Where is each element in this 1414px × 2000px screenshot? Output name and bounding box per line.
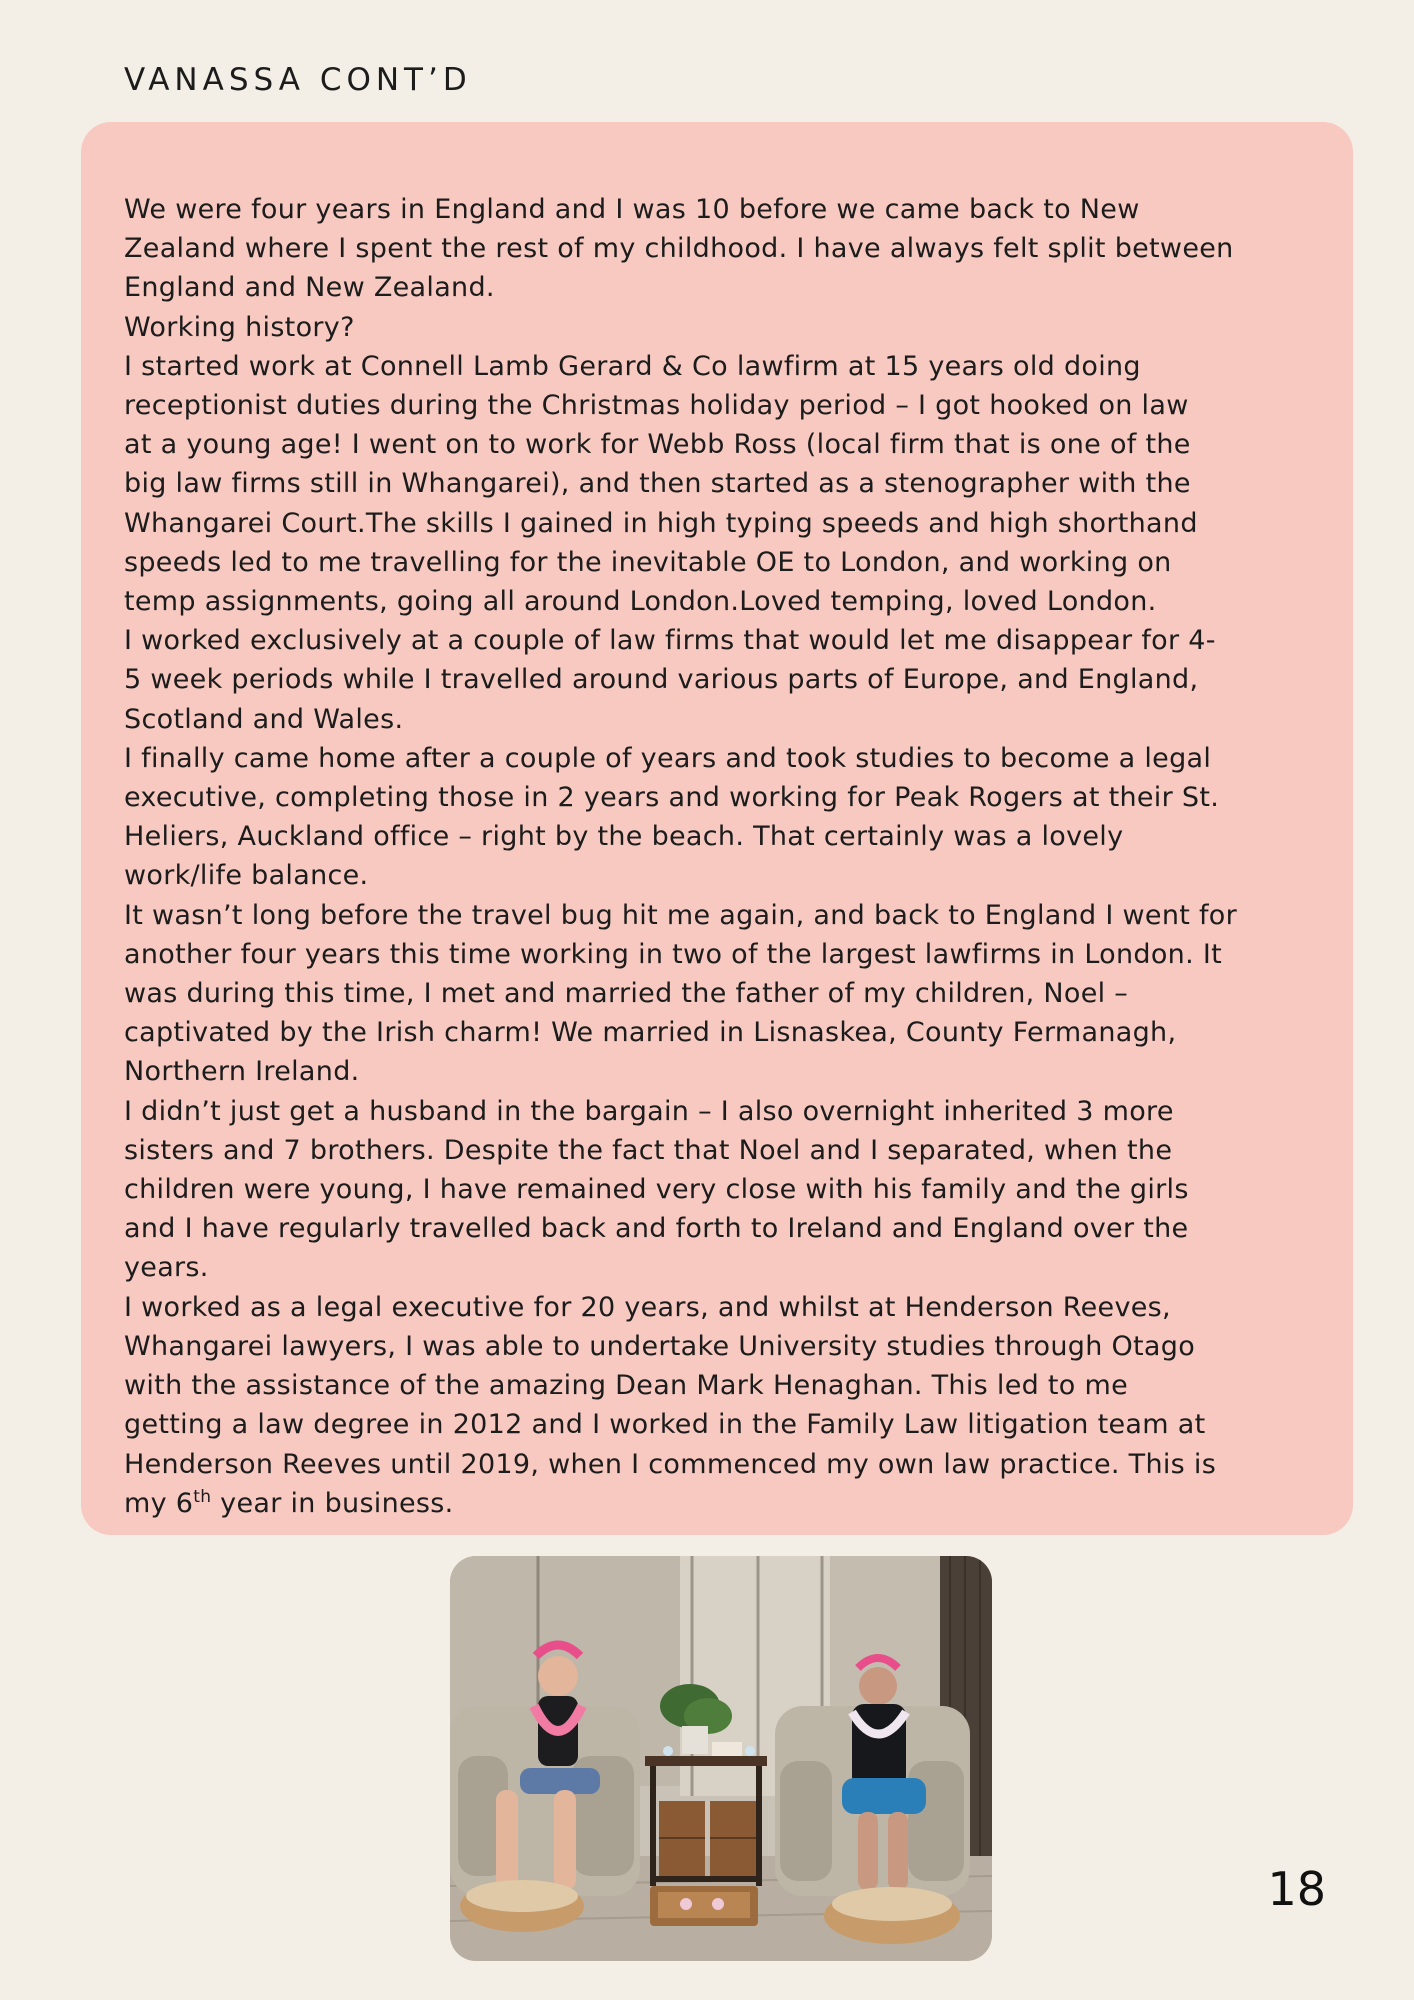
story-paragraph: Working history?: [124, 311, 355, 343]
story-text: [124, 190, 1354, 1523]
last-line-start: my 6: [124, 1487, 194, 1519]
story-paragraph: I didn’t just get a husband in the bargain – I also overnight inherited 3 more sisters and 7 brothers. Despite the fact that Noel and I separated, when the children were young, I have remained very close with his family and the girls and I have regularly travelled back and forth to Ireland and England over the years.: [124, 1095, 1189, 1284]
story-paragraph: We were four years in England and I was 10 before we came back to New Zealand where I spent the rest of my childhood. I have always felt split between England and New Zealand.: [124, 194, 1234, 304]
story-last-line: [124, 1484, 1354, 1523]
ordinal-suffix: th: [193, 1486, 212, 1507]
story-paragraph: It wasn’t long before the travel bug hit me again, and back to England I went for another four years this time working in two of the largest lawfirms in London. It was during this time, I met and married the father of my children, Noel – captivated by the Irish charm! We married in Lisnaskea, County Fermanagh, Northern Ireland.: [124, 899, 1238, 1088]
story-paragraph: I worked exclusively at a couple of law firms that would let me disappear for 4- 5 week periods while I travelled around various parts of Europe, and England, Scotland and Wales.: [124, 625, 1216, 735]
last-line-end: year in business.: [211, 1487, 454, 1519]
story-paragraph: I finally came home after a couple of years and took studies to become a legal executive, completing those in 2 years and working for Peak Rogers at their St. Heliers, Auckland office – right by the beach. That certainly was a lovely work/life balance.: [124, 742, 1220, 892]
page-number: 18: [1267, 1862, 1326, 1916]
photo-two-women-foot-spa: [450, 1556, 992, 1961]
story-paragraph: I worked as a legal executive for 20 years, and whilst at Henderson Reeves, Whangarei lawyers, I was able to undertake University studies through Otago with the assistance of the amazing Dean Mark Henaghan. This led to me getting a law degree in 2012 and I worked in the Family Law litigation team at Henderson Reeves until 2019, when I commenced my own law practice. This is: [124, 1291, 1217, 1480]
section-heading: VANASSA CONT’D: [124, 62, 472, 98]
story-paragraph: I started work at Connell Lamb Gerard & Co lawfirm at 15 years old doing receptionist duties during the Christmas holiday period – I got hooked on law at a young age! I went on to work for Webb Ross (local firm that is one of the big law firms still in Whangarei), and then started as a stenographer with the Whangarei Court.The skills I gained in high typing speeds and high shorthand speeds led to me travelling for the inevitable OE to London, and working on temp assignments, going all around London.Loved temping, loved London.: [124, 350, 1198, 618]
